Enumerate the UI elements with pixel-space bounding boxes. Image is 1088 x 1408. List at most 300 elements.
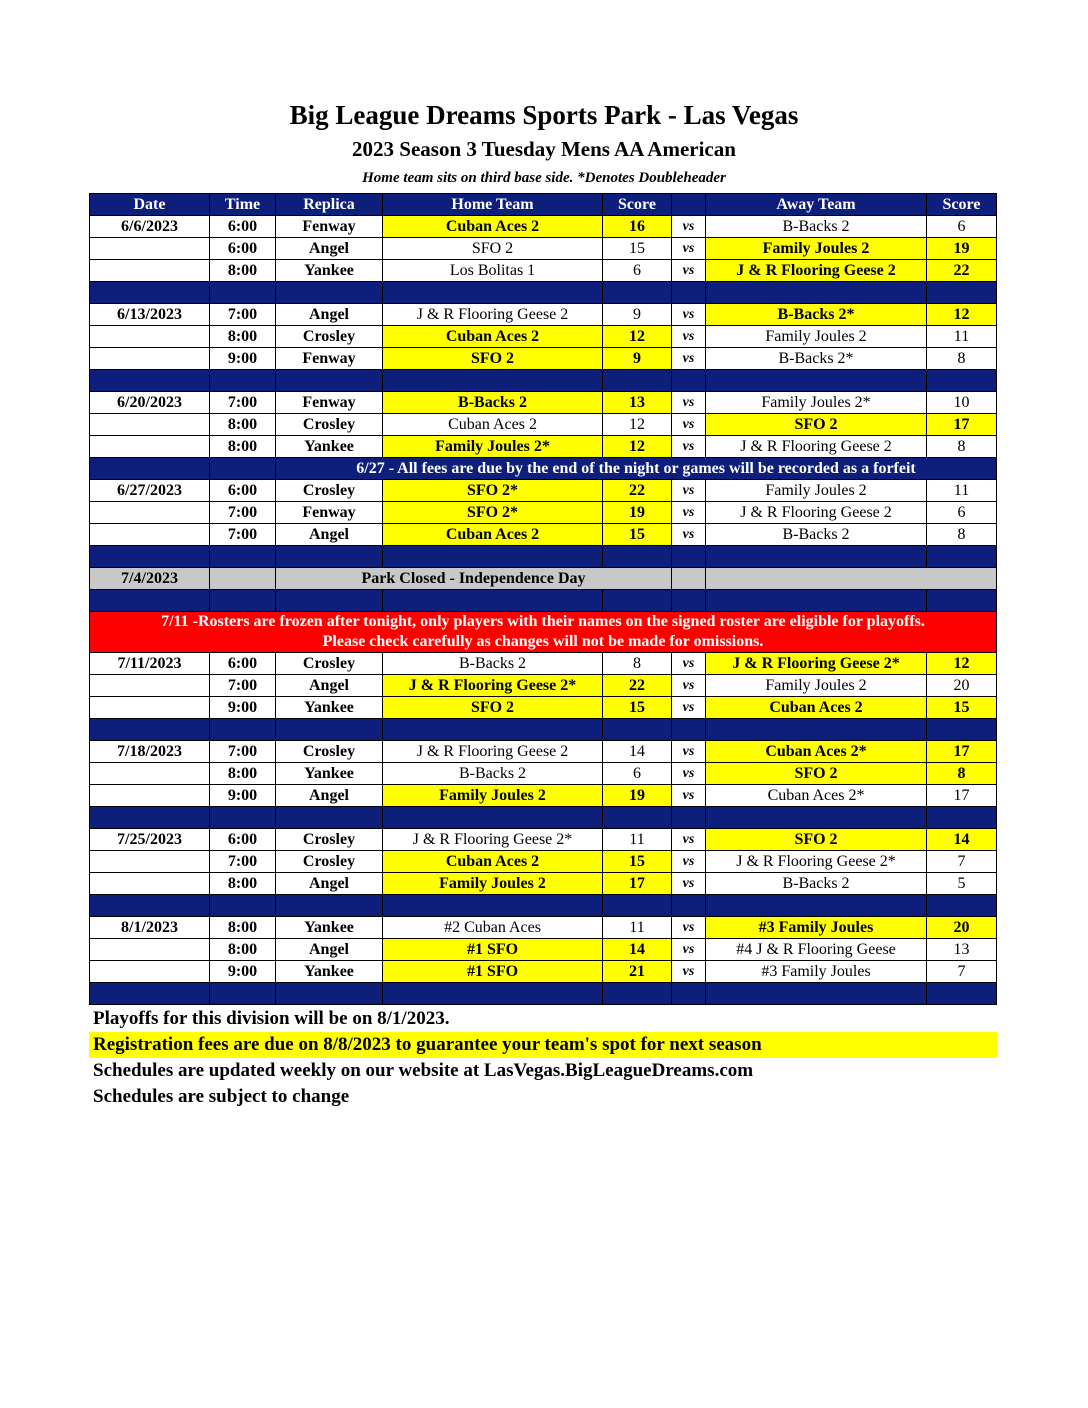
vs-label: vs xyxy=(672,697,706,719)
col-home-score: Score xyxy=(603,194,672,216)
game-field: Crosley xyxy=(276,414,383,436)
game-date xyxy=(90,697,210,719)
home-score: 14 xyxy=(603,939,672,961)
schedule-table xyxy=(89,193,997,1005)
separator-cell xyxy=(672,546,706,568)
separator-cell xyxy=(90,807,210,829)
away-team: B-Backs 2 xyxy=(706,524,927,546)
table-row xyxy=(90,961,997,983)
header-row xyxy=(90,194,997,216)
separator-cell xyxy=(276,983,383,1005)
separator-row xyxy=(90,546,997,568)
game-field: Fenway xyxy=(276,502,383,524)
game-field: Yankee xyxy=(276,961,383,983)
table-row xyxy=(90,436,997,458)
game-time: 7:00 xyxy=(210,524,276,546)
separator-cell xyxy=(90,719,210,741)
separator-row xyxy=(90,895,997,917)
table-row xyxy=(90,392,997,414)
game-field: Angel xyxy=(276,675,383,697)
vs-label: vs xyxy=(672,741,706,763)
away-score: 8 xyxy=(927,763,997,785)
home-team: J & R Flooring Geese 2* xyxy=(383,675,603,697)
away-team: #3 Family Joules xyxy=(706,917,927,939)
vs-label: vs xyxy=(672,851,706,873)
game-date xyxy=(90,414,210,436)
vs-label: vs xyxy=(672,326,706,348)
col-date: Date xyxy=(90,194,210,216)
away-team: Family Joules 2 xyxy=(706,238,927,260)
game-date xyxy=(90,260,210,282)
separator-cell xyxy=(210,546,276,568)
roster-alert xyxy=(90,612,997,653)
home-score: 6 xyxy=(603,260,672,282)
away-team: Family Joules 2 xyxy=(706,675,927,697)
separator-row xyxy=(90,282,997,304)
separator-cell xyxy=(706,983,927,1005)
away-score: 11 xyxy=(927,480,997,502)
schedule-note: Home team sits on third base side. *Denotes Doubleheader xyxy=(362,170,726,186)
game-time: 8:00 xyxy=(210,414,276,436)
separator-cell xyxy=(383,546,603,568)
separator-cell xyxy=(383,807,603,829)
home-team: Cuban Aces 2 xyxy=(383,414,603,436)
game-field: Angel xyxy=(276,785,383,807)
away-score: 11 xyxy=(927,326,997,348)
separator-row xyxy=(90,370,997,392)
separator-cell xyxy=(927,983,997,1005)
home-team: B-Backs 2 xyxy=(383,653,603,675)
registration-note: Registration fees are due on 8/8/2023 to guarantee your team's spot for next season xyxy=(89,1032,997,1058)
table-row xyxy=(90,697,997,719)
home-team: Cuban Aces 2 xyxy=(383,524,603,546)
game-field: Fenway xyxy=(276,216,383,238)
game-time: 6:00 xyxy=(210,829,276,851)
game-time: 7:00 xyxy=(210,304,276,326)
away-team: Family Joules 2* xyxy=(706,392,927,414)
separator-cell xyxy=(672,807,706,829)
away-team: B-Backs 2* xyxy=(706,348,927,370)
away-team: J & R Flooring Geese 2 xyxy=(706,436,927,458)
game-time: 9:00 xyxy=(210,348,276,370)
table-row xyxy=(90,653,997,675)
vs-label: vs xyxy=(672,348,706,370)
away-score: 5 xyxy=(927,873,997,895)
home-score: 12 xyxy=(603,414,672,436)
game-time: 8:00 xyxy=(210,939,276,961)
separator-cell xyxy=(603,895,672,917)
game-date: 7/25/2023 xyxy=(90,829,210,851)
home-score: 14 xyxy=(603,741,672,763)
game-date xyxy=(90,961,210,983)
home-score: 9 xyxy=(603,348,672,370)
game-time: 8:00 xyxy=(210,326,276,348)
game-time: 7:00 xyxy=(210,851,276,873)
separator-cell xyxy=(90,546,210,568)
home-score: 19 xyxy=(603,785,672,807)
table-row xyxy=(90,851,997,873)
away-score: 8 xyxy=(927,436,997,458)
separator-cell xyxy=(383,895,603,917)
separator-cell xyxy=(210,895,276,917)
separator-cell xyxy=(672,590,706,612)
separator-cell xyxy=(603,983,672,1005)
separator-cell xyxy=(603,719,672,741)
closed-date: 7/4/2023 xyxy=(90,568,210,590)
away-team: Cuban Aces 2* xyxy=(706,741,927,763)
page-subtitle: 2023 Season 3 Tuesday Mens AA American xyxy=(352,137,736,161)
separator-cell xyxy=(276,807,383,829)
vs-label: vs xyxy=(672,653,706,675)
game-field: Fenway xyxy=(276,348,383,370)
away-team: SFO 2 xyxy=(706,414,927,436)
game-time: 8:00 xyxy=(210,260,276,282)
home-team: Family Joules 2 xyxy=(383,873,603,895)
col-home-team: Home Team xyxy=(383,194,603,216)
separator-cell xyxy=(706,546,927,568)
table-row xyxy=(90,763,997,785)
away-team: Family Joules 2 xyxy=(706,480,927,502)
game-time: 9:00 xyxy=(210,697,276,719)
game-time: 8:00 xyxy=(210,763,276,785)
game-time: 9:00 xyxy=(210,785,276,807)
separator-cell xyxy=(383,983,603,1005)
game-time: 7:00 xyxy=(210,741,276,763)
vs-label: vs xyxy=(672,873,706,895)
vs-label: vs xyxy=(672,436,706,458)
separator-cell xyxy=(927,895,997,917)
table-row xyxy=(90,873,997,895)
separator-cell xyxy=(210,458,276,480)
game-field: Fenway xyxy=(276,392,383,414)
separator-row xyxy=(90,807,997,829)
separator-cell xyxy=(672,282,706,304)
away-team: J & R Flooring Geese 2 xyxy=(706,502,927,524)
game-time: 7:00 xyxy=(210,502,276,524)
game-date xyxy=(90,502,210,524)
home-score: 22 xyxy=(603,675,672,697)
away-score: 13 xyxy=(927,939,997,961)
separator-cell xyxy=(927,807,997,829)
separator-cell xyxy=(210,807,276,829)
away-score: 19 xyxy=(927,238,997,260)
separator-cell xyxy=(672,370,706,392)
home-score: 15 xyxy=(603,697,672,719)
away-score: 12 xyxy=(927,304,997,326)
fees-notice-row xyxy=(90,458,997,480)
home-team: Cuban Aces 2 xyxy=(383,216,603,238)
fees-notice: 6/27 - All fees are due by the end of the night or games will be recorded as a forfeit xyxy=(276,458,997,480)
away-score: 8 xyxy=(927,524,997,546)
game-time: 7:00 xyxy=(210,392,276,414)
home-team: SFO 2 xyxy=(383,348,603,370)
home-score: 15 xyxy=(603,238,672,260)
table-row xyxy=(90,238,997,260)
separator-cell xyxy=(383,282,603,304)
away-team: B-Backs 2 xyxy=(706,873,927,895)
game-time: 7:00 xyxy=(210,675,276,697)
vs-label: vs xyxy=(672,480,706,502)
game-time: 6:00 xyxy=(210,480,276,502)
game-field: Angel xyxy=(276,304,383,326)
game-date xyxy=(90,436,210,458)
page-title: Big League Dreams Sports Park - Las Vegas xyxy=(289,100,799,130)
separator-cell xyxy=(927,370,997,392)
website-note: Schedules are updated weekly on our website at LasVegas.BigLeagueDreams.com xyxy=(93,1060,754,1081)
away-score: 10 xyxy=(927,392,997,414)
away-team: #4 J & R Flooring Geese xyxy=(706,939,927,961)
home-score: 11 xyxy=(603,829,672,851)
away-team: B-Backs 2* xyxy=(706,304,927,326)
game-field: Crosley xyxy=(276,326,383,348)
game-date xyxy=(90,348,210,370)
away-score: 12 xyxy=(927,653,997,675)
separator-cell xyxy=(603,370,672,392)
game-date xyxy=(90,785,210,807)
away-team: SFO 2 xyxy=(706,763,927,785)
separator-cell xyxy=(90,983,210,1005)
game-field: Yankee xyxy=(276,917,383,939)
home-score: 19 xyxy=(603,502,672,524)
game-time: 8:00 xyxy=(210,436,276,458)
separator-cell xyxy=(90,282,210,304)
game-field: Yankee xyxy=(276,260,383,282)
game-time: 8:00 xyxy=(210,873,276,895)
home-score: 22 xyxy=(603,480,672,502)
home-score: 15 xyxy=(603,524,672,546)
game-date xyxy=(90,939,210,961)
separator-cell xyxy=(90,895,210,917)
away-team: SFO 2 xyxy=(706,829,927,851)
separator-cell xyxy=(706,590,927,612)
separator-cell xyxy=(210,282,276,304)
game-date xyxy=(90,524,210,546)
home-score: 9 xyxy=(603,304,672,326)
separator-cell xyxy=(276,546,383,568)
table-row xyxy=(90,785,997,807)
vs-label: vs xyxy=(672,524,706,546)
game-time: 6:00 xyxy=(210,653,276,675)
away-score: 8 xyxy=(927,348,997,370)
away-score: 7 xyxy=(927,961,997,983)
vs-label: vs xyxy=(672,961,706,983)
away-team: Cuban Aces 2* xyxy=(706,785,927,807)
separator-row xyxy=(90,719,997,741)
separator-cell xyxy=(210,590,276,612)
separator-cell xyxy=(210,983,276,1005)
vs-label: vs xyxy=(672,392,706,414)
separator-cell xyxy=(90,590,210,612)
home-team: Cuban Aces 2 xyxy=(383,851,603,873)
away-team: B-Backs 2 xyxy=(706,216,927,238)
away-score: 15 xyxy=(927,697,997,719)
home-team: B-Backs 2 xyxy=(383,763,603,785)
table-row xyxy=(90,304,997,326)
home-score: 6 xyxy=(603,763,672,785)
game-field: Yankee xyxy=(276,436,383,458)
game-date: 6/20/2023 xyxy=(90,392,210,414)
separator-cell xyxy=(276,719,383,741)
schedule-body xyxy=(90,216,997,1005)
home-team: B-Backs 2 xyxy=(383,392,603,414)
away-score: 22 xyxy=(927,260,997,282)
separator-cell xyxy=(603,546,672,568)
game-date xyxy=(90,675,210,697)
separator-cell xyxy=(672,895,706,917)
col-time: Time xyxy=(210,194,276,216)
separator-cell xyxy=(383,370,603,392)
separator-cell xyxy=(383,590,603,612)
away-team: Cuban Aces 2 xyxy=(706,697,927,719)
game-field: Crosley xyxy=(276,829,383,851)
separator-cell xyxy=(90,370,210,392)
game-date: 7/18/2023 xyxy=(90,741,210,763)
away-score: 6 xyxy=(927,502,997,524)
game-date: 6/6/2023 xyxy=(90,216,210,238)
game-date xyxy=(90,763,210,785)
home-score: 13 xyxy=(603,392,672,414)
game-field: Yankee xyxy=(276,763,383,785)
playoffs-note: Playoffs for this division will be on 8/1/2023. xyxy=(93,1008,450,1029)
separator-cell xyxy=(706,370,927,392)
table-row xyxy=(90,939,997,961)
separator-cell xyxy=(603,590,672,612)
away-score: 14 xyxy=(927,829,997,851)
game-date: 6/13/2023 xyxy=(90,304,210,326)
game-date xyxy=(90,326,210,348)
table-row xyxy=(90,917,997,939)
away-score: 6 xyxy=(927,216,997,238)
away-score: 20 xyxy=(927,675,997,697)
game-time: 8:00 xyxy=(210,917,276,939)
game-field: Crosley xyxy=(276,653,383,675)
home-score: 21 xyxy=(603,961,672,983)
home-team: SFO 2 xyxy=(383,697,603,719)
vs-label: vs xyxy=(672,414,706,436)
home-team: Family Joules 2 xyxy=(383,785,603,807)
away-score: 7 xyxy=(927,851,997,873)
game-time: 6:00 xyxy=(210,216,276,238)
away-score: 17 xyxy=(927,785,997,807)
game-date: 7/11/2023 xyxy=(90,653,210,675)
home-score: 12 xyxy=(603,326,672,348)
vs-label: vs xyxy=(672,829,706,851)
game-time: 9:00 xyxy=(210,961,276,983)
home-team: J & R Flooring Geese 2 xyxy=(383,741,603,763)
game-field: Crosley xyxy=(276,741,383,763)
game-field: Angel xyxy=(276,524,383,546)
home-team: #1 SFO xyxy=(383,939,603,961)
home-team: SFO 2 xyxy=(383,238,603,260)
vs-label: vs xyxy=(672,917,706,939)
game-field: Angel xyxy=(276,939,383,961)
separator-cell xyxy=(276,370,383,392)
blank-cell xyxy=(706,568,997,590)
col-vs xyxy=(672,194,706,216)
home-team: Family Joules 2* xyxy=(383,436,603,458)
vs-label: vs xyxy=(672,238,706,260)
game-field: Crosley xyxy=(276,851,383,873)
blank-cell xyxy=(672,568,706,590)
game-field: Crosley xyxy=(276,480,383,502)
home-score: 12 xyxy=(603,436,672,458)
separator-cell xyxy=(927,590,997,612)
table-row xyxy=(90,414,997,436)
separator-row xyxy=(90,983,997,1005)
separator-cell xyxy=(383,719,603,741)
separator-cell xyxy=(706,807,927,829)
game-date xyxy=(90,238,210,260)
vs-label: vs xyxy=(672,216,706,238)
home-score: 15 xyxy=(603,851,672,873)
away-team: J & R Flooring Geese 2* xyxy=(706,851,927,873)
home-team: SFO 2* xyxy=(383,480,603,502)
separator-cell xyxy=(210,370,276,392)
table-row xyxy=(90,480,997,502)
table-row xyxy=(90,348,997,370)
separator-cell xyxy=(603,807,672,829)
away-team: J & R Flooring Geese 2 xyxy=(706,260,927,282)
away-score: 20 xyxy=(927,917,997,939)
game-date xyxy=(90,873,210,895)
roster-alert-line1: 7/11 -Rosters are frozen after tonight, only players with their names on the signed roster are eligible for playoffs. xyxy=(161,613,925,630)
home-team: #2 Cuban Aces xyxy=(383,917,603,939)
home-team: SFO 2* xyxy=(383,502,603,524)
game-field: Angel xyxy=(276,238,383,260)
table-row xyxy=(90,216,997,238)
vs-label: vs xyxy=(672,763,706,785)
roster-alert-line2: Please check carefully as changes will not be made for omissions. xyxy=(322,633,764,650)
separator-cell xyxy=(927,282,997,304)
table-row xyxy=(90,675,997,697)
game-field: Yankee xyxy=(276,697,383,719)
table-row xyxy=(90,502,997,524)
vs-label: vs xyxy=(672,785,706,807)
separator-cell xyxy=(210,719,276,741)
home-score: 17 xyxy=(603,873,672,895)
away-team: #3 Family Joules xyxy=(706,961,927,983)
closed-text: Park Closed - Independence Day xyxy=(276,568,672,590)
col-replica: Replica xyxy=(276,194,383,216)
game-date: 6/27/2023 xyxy=(90,480,210,502)
vs-label: vs xyxy=(672,939,706,961)
separator-cell xyxy=(706,895,927,917)
table-row xyxy=(90,260,997,282)
separator-cell xyxy=(706,282,927,304)
separator-cell xyxy=(672,983,706,1005)
separator-cell xyxy=(927,546,997,568)
col-away-score: Score xyxy=(927,194,997,216)
separator-cell xyxy=(672,719,706,741)
game-date xyxy=(90,851,210,873)
game-time: 6:00 xyxy=(210,238,276,260)
change-note: Schedules are subject to change xyxy=(93,1086,350,1107)
away-score: 17 xyxy=(927,741,997,763)
separator-cell xyxy=(706,719,927,741)
home-team: #1 SFO xyxy=(383,961,603,983)
separator-cell xyxy=(276,590,383,612)
vs-label: vs xyxy=(672,260,706,282)
home-team: J & R Flooring Geese 2* xyxy=(383,829,603,851)
home-team: Los Bolitas 1 xyxy=(383,260,603,282)
separator-cell xyxy=(927,719,997,741)
separator-row xyxy=(90,590,997,612)
separator-cell xyxy=(276,895,383,917)
vs-label: vs xyxy=(672,304,706,326)
vs-label: vs xyxy=(672,675,706,697)
park-closed-row xyxy=(90,568,997,590)
vs-label: vs xyxy=(672,502,706,524)
